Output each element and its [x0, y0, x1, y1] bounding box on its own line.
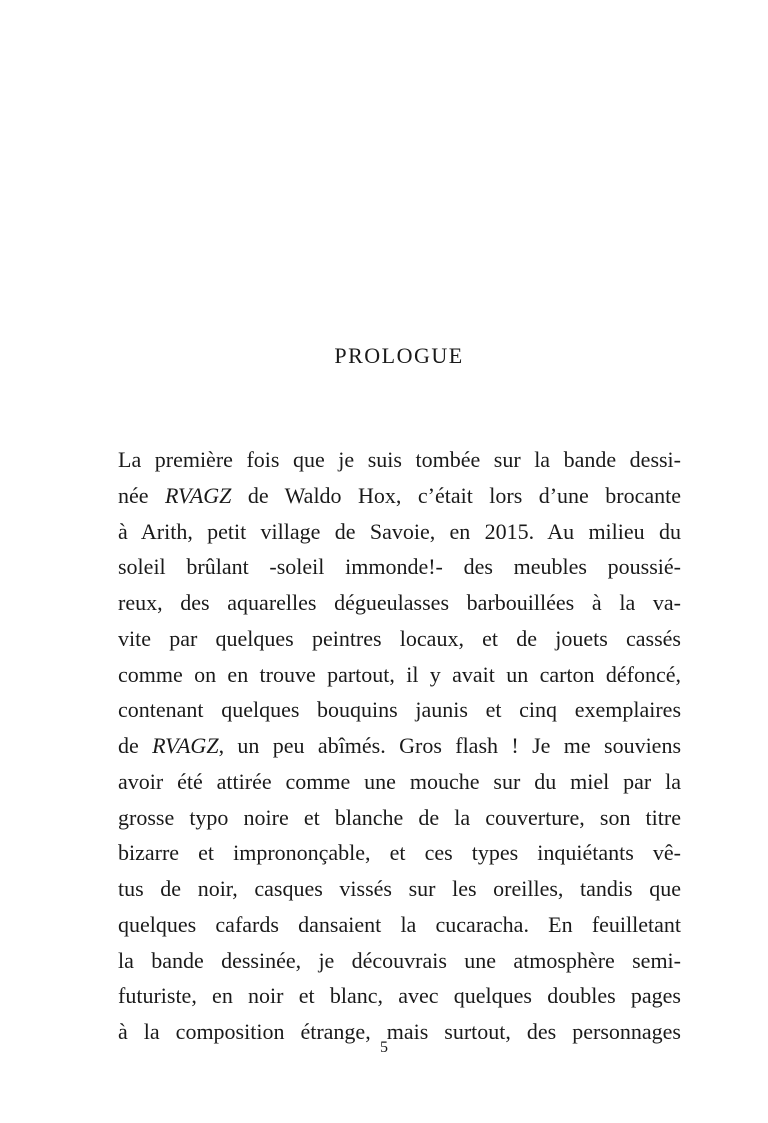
page-number: 5 [380, 1039, 388, 1056]
text-segment: avoir été attirée comme une mouche sur du miel par la [118, 768, 681, 794]
text-line [118, 835, 681, 871]
text-line [118, 478, 681, 514]
text-line [118, 621, 681, 657]
text-segment: futuriste, en noir et blanc, avec quelques doubles pages [118, 983, 681, 1009]
italic-title: RVAGZ [152, 733, 219, 758]
text-segment: quelques cafards dansaient la cucaracha. En feuilletant [118, 911, 681, 937]
text-line [118, 943, 681, 979]
text-segment: , un peu abîmés. Gros flash ! Je me souviens [218, 733, 682, 758]
text-line [118, 764, 681, 800]
text-segment: comme on en trouve partout, il y avait un carton défoncé, [118, 661, 681, 687]
text-segment: de [118, 733, 153, 758]
text-line [118, 549, 681, 585]
italic-title: RVAGZ [164, 482, 232, 508]
text-line [118, 442, 681, 478]
text-segment: grosse typo noire et blanche de la couverture, son titre [118, 804, 681, 830]
text-line [118, 514, 681, 550]
text-line [118, 907, 681, 943]
text-line [118, 657, 681, 693]
chapter-title: PROLOGUE [334, 343, 464, 368]
text-segment: tus de noir, casques vissés sur les oreilles, tandis que [118, 876, 681, 901]
text-segment: à Arith, petit village de Savoie, en 2015. Au milieu du [118, 518, 681, 544]
text-segment: la bande dessinée, je découvrais une atmosphère semi- [118, 947, 681, 973]
text-segment: vite par quelques peintres locaux, et de jouets cassés [118, 625, 681, 651]
text-segment: de Waldo Hox, c’était lors d’une brocante [231, 482, 681, 508]
body-paragraph [118, 442, 681, 1050]
text-segment: née [118, 482, 165, 508]
text-segment: bizarre et imprononçable, et ces types inquiétants vê- [118, 840, 681, 866]
text-segment: reux, des aquarelles dégueulasses barbouillées à la va- [118, 590, 681, 615]
text-segment: contenant quelques bouquins jaunis et cinq exemplaires [118, 697, 681, 723]
text-line [118, 978, 681, 1014]
text-segment: à la composition étrange, mais surtout, des personnages [118, 1019, 681, 1044]
text-line [118, 692, 681, 728]
text-line [118, 871, 681, 907]
text-line [118, 728, 681, 764]
text-line [118, 585, 681, 621]
text-line [118, 800, 681, 836]
text-segment: La première fois que je suis tombée sur la bande dessi- [118, 447, 681, 472]
text-segment: soleil brûlant -soleil immonde!- des meubles poussié- [118, 554, 681, 580]
